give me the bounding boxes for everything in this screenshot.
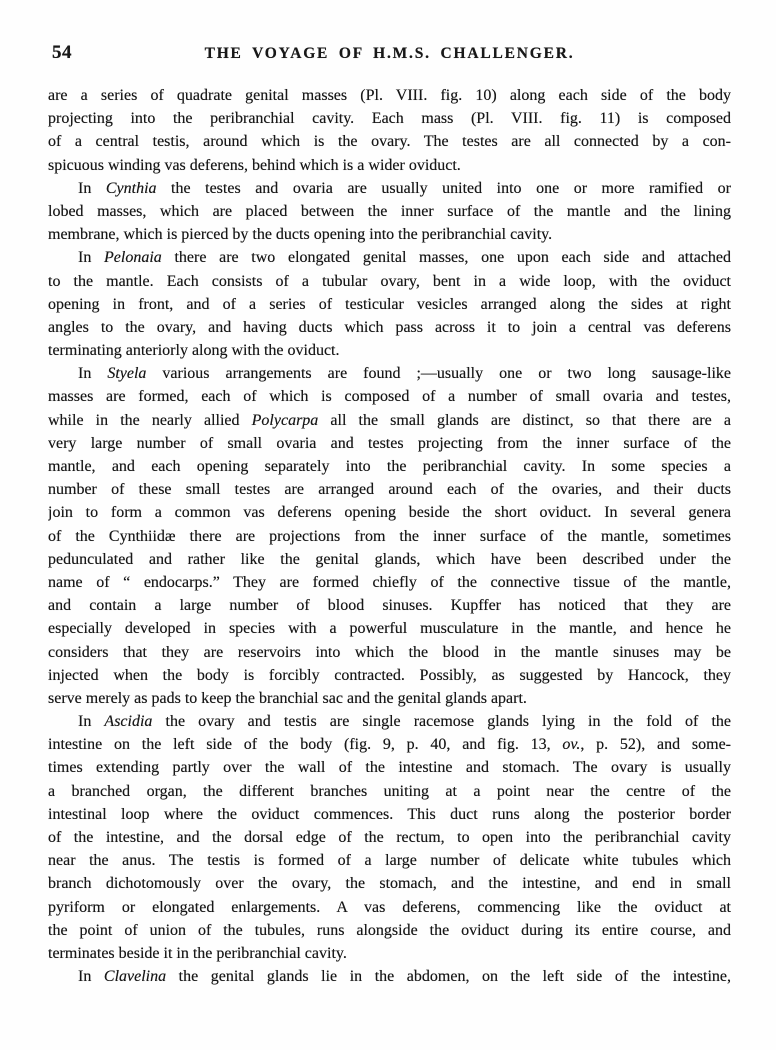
text-run: there are two elongated genital masses, one upon each side and attached: [161, 249, 731, 267]
text-run: In: [78, 179, 106, 197]
text-line: [48, 525, 731, 548]
text-run: all the small glands are distinct, so that there are a: [318, 411, 731, 429]
genus-name-italic: Styela: [107, 365, 147, 383]
text-line: [48, 223, 731, 246]
text-line: [48, 478, 731, 501]
genus-name-italic: ov.: [562, 736, 581, 754]
genus-name-italic: Ascidia: [104, 713, 153, 731]
text-line: [48, 339, 731, 362]
text-line: [48, 594, 731, 617]
page-number: 54: [52, 42, 72, 63]
text-run: serve merely as pads to keep the branchial sac and the genital glands apart.: [48, 689, 527, 707]
text-run: times extending partly over the wall of the intestine and stomach. The ovary is usually: [48, 759, 731, 777]
text-line: [48, 548, 731, 571]
text-line: [48, 316, 731, 339]
text-run: are a series of quadrate genital masses (Pl. VIII. fig. 10) along each side of the body: [48, 87, 731, 104]
text-line: [48, 154, 731, 177]
text-line: [48, 385, 731, 408]
text-run: In: [78, 968, 104, 986]
text-line: [48, 896, 731, 919]
page-header: [48, 42, 731, 68]
text-run: the ovary and testis are single racemose glands lying in the fold of the: [152, 713, 731, 731]
text-run: pyriform or elongated enlargements. A vas deferens, commencing like the oviduct at: [48, 898, 731, 916]
text-run: especially developed in species with a powerful musculature in the mantle, and hence he: [48, 620, 731, 638]
text-run: number of these small testes are arranged around each of the ovaries, and their ducts: [48, 481, 731, 499]
text-run: opening in front, and of a series of testicular vesicles arranged along the sides at right: [48, 295, 731, 313]
text-run: terminates beside it in the peribranchial cavity.: [48, 944, 347, 962]
text-line: [48, 710, 731, 733]
text-line: [48, 200, 731, 223]
text-run: very large number of small ovaria and testes projecting from the inner surface of the: [48, 434, 731, 452]
text-run: angles to the ovary, and having ducts which pass across it to join a central vas deferens: [48, 318, 731, 336]
text-run: of the Cynthiidæ there are projections from the inner surface of the mantle, sometimes: [48, 527, 731, 545]
text-run: masses are formed, each of which is composed of a number of small ovaria and testes,: [48, 388, 731, 406]
text-run: , p. 52), and some-: [580, 736, 731, 754]
text-line: [48, 849, 731, 872]
text-run: of the intestine, and the dorsal edge of the rectum, to open into the peribranchial cavity: [48, 829, 731, 846]
text-run: branch dichotomously over the ovary, the stomach, and the intestine, and end in small: [48, 875, 731, 893]
text-line: [48, 641, 731, 664]
text-line: [48, 107, 731, 130]
text-run: mantle, and each opening separately into the peribranchial cavity. In some species a: [48, 458, 731, 475]
text-line: [48, 756, 731, 779]
text-run: injected when the body is forcibly contracted. Possibly, as suggested by Hancock, they: [48, 666, 731, 684]
text-line: [48, 409, 731, 432]
text-run: projecting into the peribranchial cavity. Each mass (Pl. VIII. fig. 11) is composed: [48, 110, 731, 128]
text-line: [48, 942, 731, 965]
text-run: In: [78, 713, 105, 731]
genus-name-italic: Cynthia: [105, 179, 157, 197]
text-line: [48, 826, 731, 849]
text-run: various arrangements are found ;—usually one or two long sausage-like: [146, 365, 731, 383]
text-run: membrane, which is pierced by the ducts opening into the peribranchial cavity.: [48, 226, 553, 244]
text-line: [48, 130, 731, 153]
text-run: intestinal loop where the oviduct commences. This duct runs along the posterior border: [48, 805, 731, 823]
text-line: [48, 177, 731, 200]
text-line: [48, 919, 731, 942]
text-run: the point of union of the tubules, runs alongside the oviduct during its entire course, and: [48, 921, 731, 939]
text-run: a branched organ, the different branches uniting at a point near the centre of the: [48, 782, 731, 800]
text-run: In: [78, 365, 108, 383]
text-run: join to form a common vas deferens opening beside the short oviduct. In several genera: [48, 504, 731, 522]
text-run: to the mantle. Each consists of a tubular ovary, bent in a wide loop, with the oviduct: [48, 272, 731, 290]
body-text-block: [48, 84, 731, 988]
text-line: [48, 733, 731, 756]
text-line: [48, 687, 731, 710]
text-run: considers that they are reservoirs into which the blood in the mantle sinuses may be: [48, 643, 731, 661]
text-run: spicuous winding vas deferens, behind which is a wider oviduct.: [48, 156, 461, 174]
text-line: [48, 617, 731, 640]
genus-name-italic: Pelonaia: [104, 249, 162, 267]
text-line: [48, 571, 731, 594]
genus-name-italic: Polycarpa: [251, 411, 319, 429]
text-line: [48, 455, 731, 478]
text-line: [48, 246, 731, 269]
text-run: of a central testis, around which is the ovary. The testes are all connected by a con-: [48, 133, 731, 151]
text-line: [48, 872, 731, 895]
text-line: [48, 362, 731, 385]
text-line: [48, 965, 731, 988]
genus-name-italic: Clavelina: [103, 968, 167, 986]
text-run: lobed masses, which are placed between the inner surface of the mantle and the lining: [48, 202, 731, 220]
text-line: [48, 803, 731, 826]
text-line: [48, 293, 731, 316]
text-run: terminating anteriorly along with the oviduct.: [48, 342, 340, 360]
text-run: In: [78, 249, 105, 267]
text-run: and contain a large number of blood sinuses. Kupffer has noticed that they are: [48, 597, 731, 615]
text-run: name of “ endocarps.” They are formed chiefly of the connective tissue of the mantle,: [48, 573, 731, 591]
running-title: THE VOYAGE OF H.M.S. CHALLENGER.: [204, 45, 575, 62]
text-line: [48, 780, 731, 803]
text-line: [48, 270, 731, 293]
text-line: [48, 501, 731, 524]
text-line: [48, 84, 731, 107]
text-line: [48, 664, 731, 687]
text-line: [48, 432, 731, 455]
text-run: pedunculated and rather like the genital glands, which have been described under the: [48, 550, 731, 568]
text-run: the testes and ovaria are usually united into one or more ramified or: [156, 179, 731, 197]
text-run: the genital glands lie in the abdomen, on the left side of the intestine,: [166, 968, 731, 986]
text-run: while in the nearly allied: [48, 411, 252, 429]
text-run: near the anus. The testis is formed of a large number of delicate white tubules which: [48, 852, 731, 870]
text-run: intestine on the left side of the body (fig. 9, p. 40, and fig. 13,: [48, 736, 563, 754]
